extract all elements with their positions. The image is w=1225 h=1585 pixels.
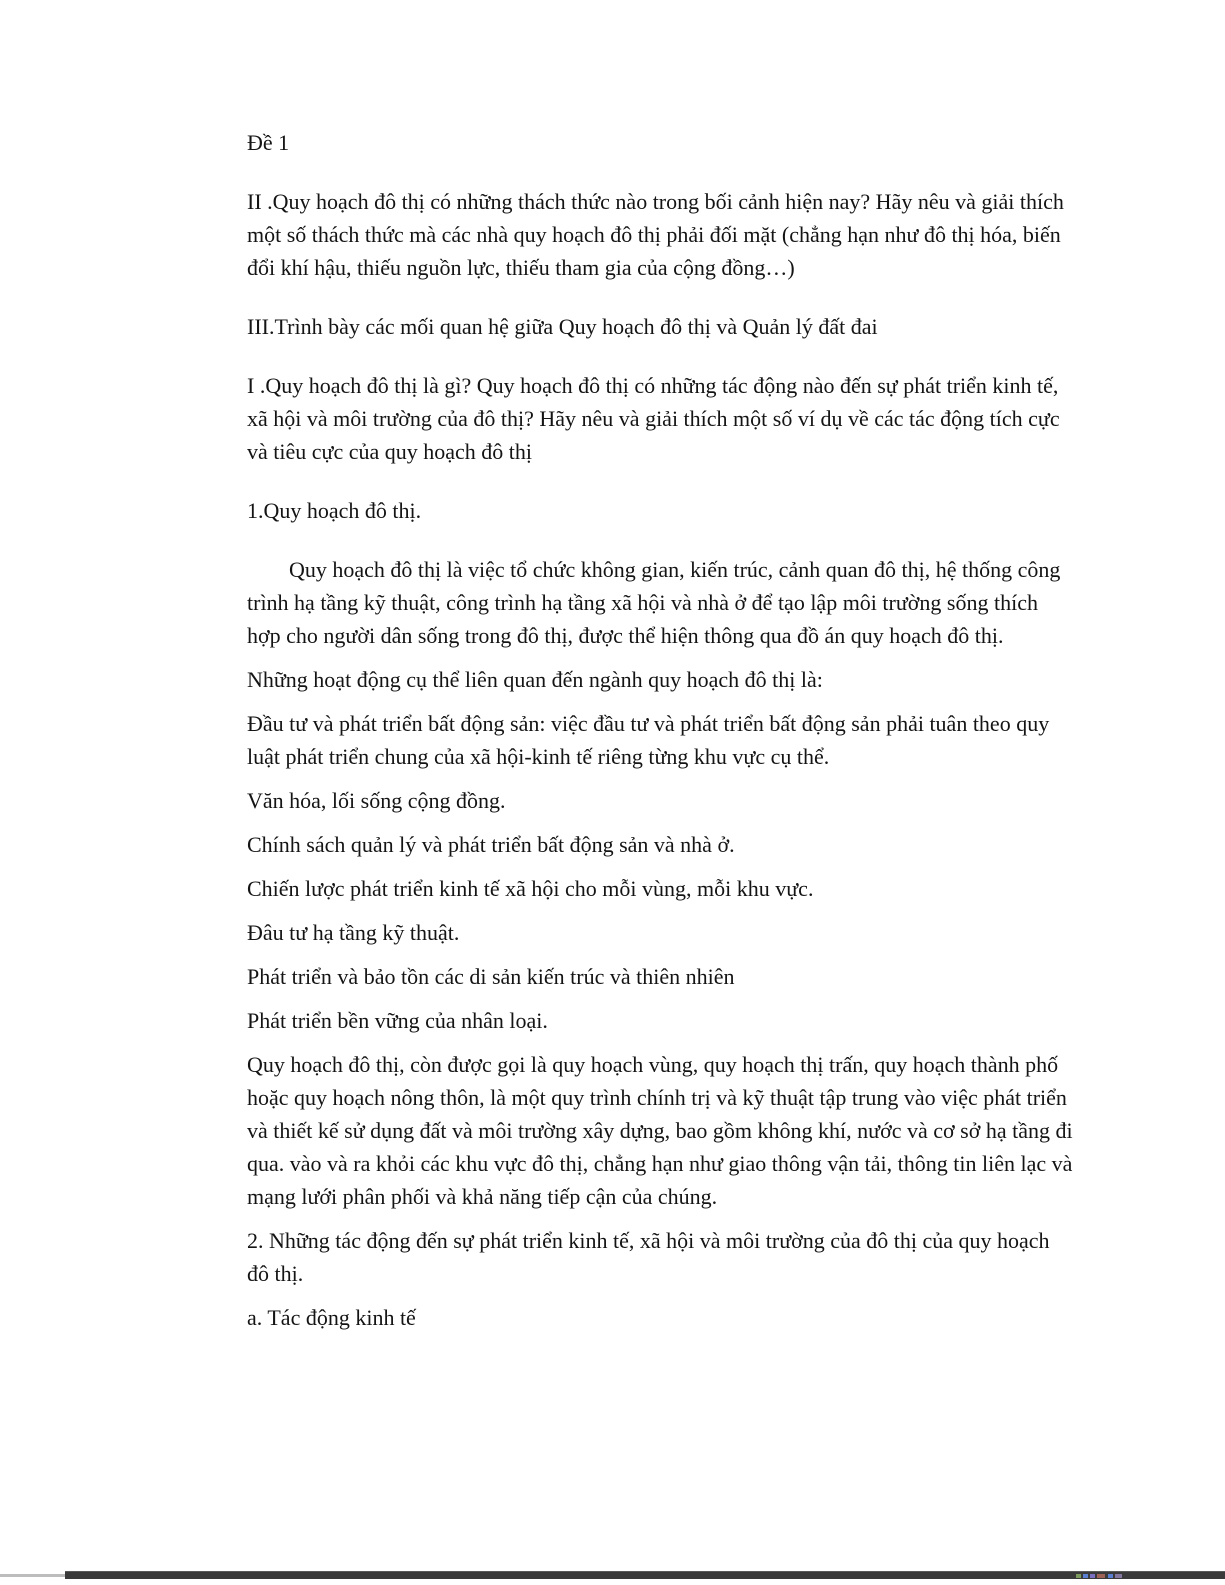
activity-policy: Chính sách quản lý và phát triển bất động sản và nhà ở. — [247, 832, 735, 857]
taskbar-icon-fragment-1[interactable] — [1076, 1574, 1081, 1578]
question-ii: II .Quy hoạch đô thị có những thách thức nào trong bối cảnh hiện nay? Hãy nêu và giải thích một số thách thức mà các nhà quy hoạch đô thị phải đối mặt (chẳng hạn như đô thị hóa, biến đổi khí hậu, thiếu nguồn lực, thiếu tham gia của cộng đồng…) — [247, 189, 1064, 280]
activity-real-estate: Đầu tư và phát triển bất động sản: việc đầu tư và phát triển bất động sản phải tuân theo quy luật phát triển chung của xã hội-kinh tế riêng từng khu vực cụ thể. — [247, 711, 1050, 769]
taskbar-icon-fragment-4[interactable] — [1097, 1574, 1105, 1578]
taskbar-icon-fragment-2[interactable] — [1083, 1574, 1088, 1578]
document-page — [247, 126, 1077, 1345]
taskbar-icon-fragment-3[interactable] — [1090, 1574, 1095, 1578]
question-iii: III.Trình bày các mối quan hệ giữa Quy hoạch đô thị và Quản lý đất đai — [247, 314, 878, 339]
taskbar-icon-fragment-6[interactable] — [1115, 1574, 1122, 1578]
activity-sustainability: Phát triển bền vững của nhân loại. — [247, 1008, 548, 1033]
activity-strategy: Chiến lược phát triển kinh tế xã hội cho mỗi vùng, mỗi khu vực. — [247, 876, 814, 901]
taskbar-edge[interactable] — [65, 1571, 1225, 1579]
definition-paragraph: Quy hoạch đô thị là việc tổ chức không gian, kiến trúc, cảnh quan đô thị, hệ thống công trình hạ tầng kỹ thuật, công trình hạ tầng xã hội và nhà ở để tạo lập môi trường sống thích hợp cho người dân sống trong đô thị, được thể hiện thông qua đồ án quy hoạch đô thị. — [247, 557, 1061, 648]
taskbar-icon-fragment-5[interactable] — [1108, 1574, 1113, 1578]
subsection-a-heading: a. Tác động kinh tế — [247, 1305, 416, 1330]
doc-title: Đề 1 — [247, 130, 290, 155]
section-1-heading: 1.Quy hoạch đô thị. — [247, 498, 422, 523]
activity-culture: Văn hóa, lối sống cộng đồng. — [247, 788, 506, 813]
definition-extended: Quy hoạch đô thị, còn được gọi là quy hoạch vùng, quy hoạch thị trấn, quy hoạch thành phố hoặc quy hoạch nông thôn, là một quy trình chính trị và kỹ thuật tập trung vào việc phát triển và thiết kế sử dụng đất và môi trường xây dựng, bao gồm không khí, nước và cơ sở hạ tầng đi qua. vào và ra khỏi các khu vực đô thị, chẳng hạn như giao thông vận tải, thông tin liên lạc và mạng lưới phân phối và khả năng tiếp cận của chúng. — [247, 1052, 1073, 1209]
section-2-heading: 2. Những tác động đến sự phát triển kinh tế, xã hội và môi trường của đô thị của quy hoạch đô thị. — [247, 1228, 1050, 1286]
activity-infrastructure: Đâu tư hạ tầng kỹ thuật. — [247, 920, 460, 945]
window-edge-strip — [0, 1574, 65, 1577]
activity-heritage: Phát triển và bảo tồn các di sản kiến trúc và thiên nhiên — [247, 964, 735, 989]
activities-intro: Những hoạt động cụ thể liên quan đến ngành quy hoạch đô thị là: — [247, 667, 823, 692]
question-i: I .Quy hoạch đô thị là gì? Quy hoạch đô thị có những tác động nào đến sự phát triển kinh tế, xã hội và môi trường của đô thị? Hãy nêu và giải thích một số ví dụ về các tác động tích cực và tiêu cực của quy hoạch đô thị — [247, 373, 1060, 464]
